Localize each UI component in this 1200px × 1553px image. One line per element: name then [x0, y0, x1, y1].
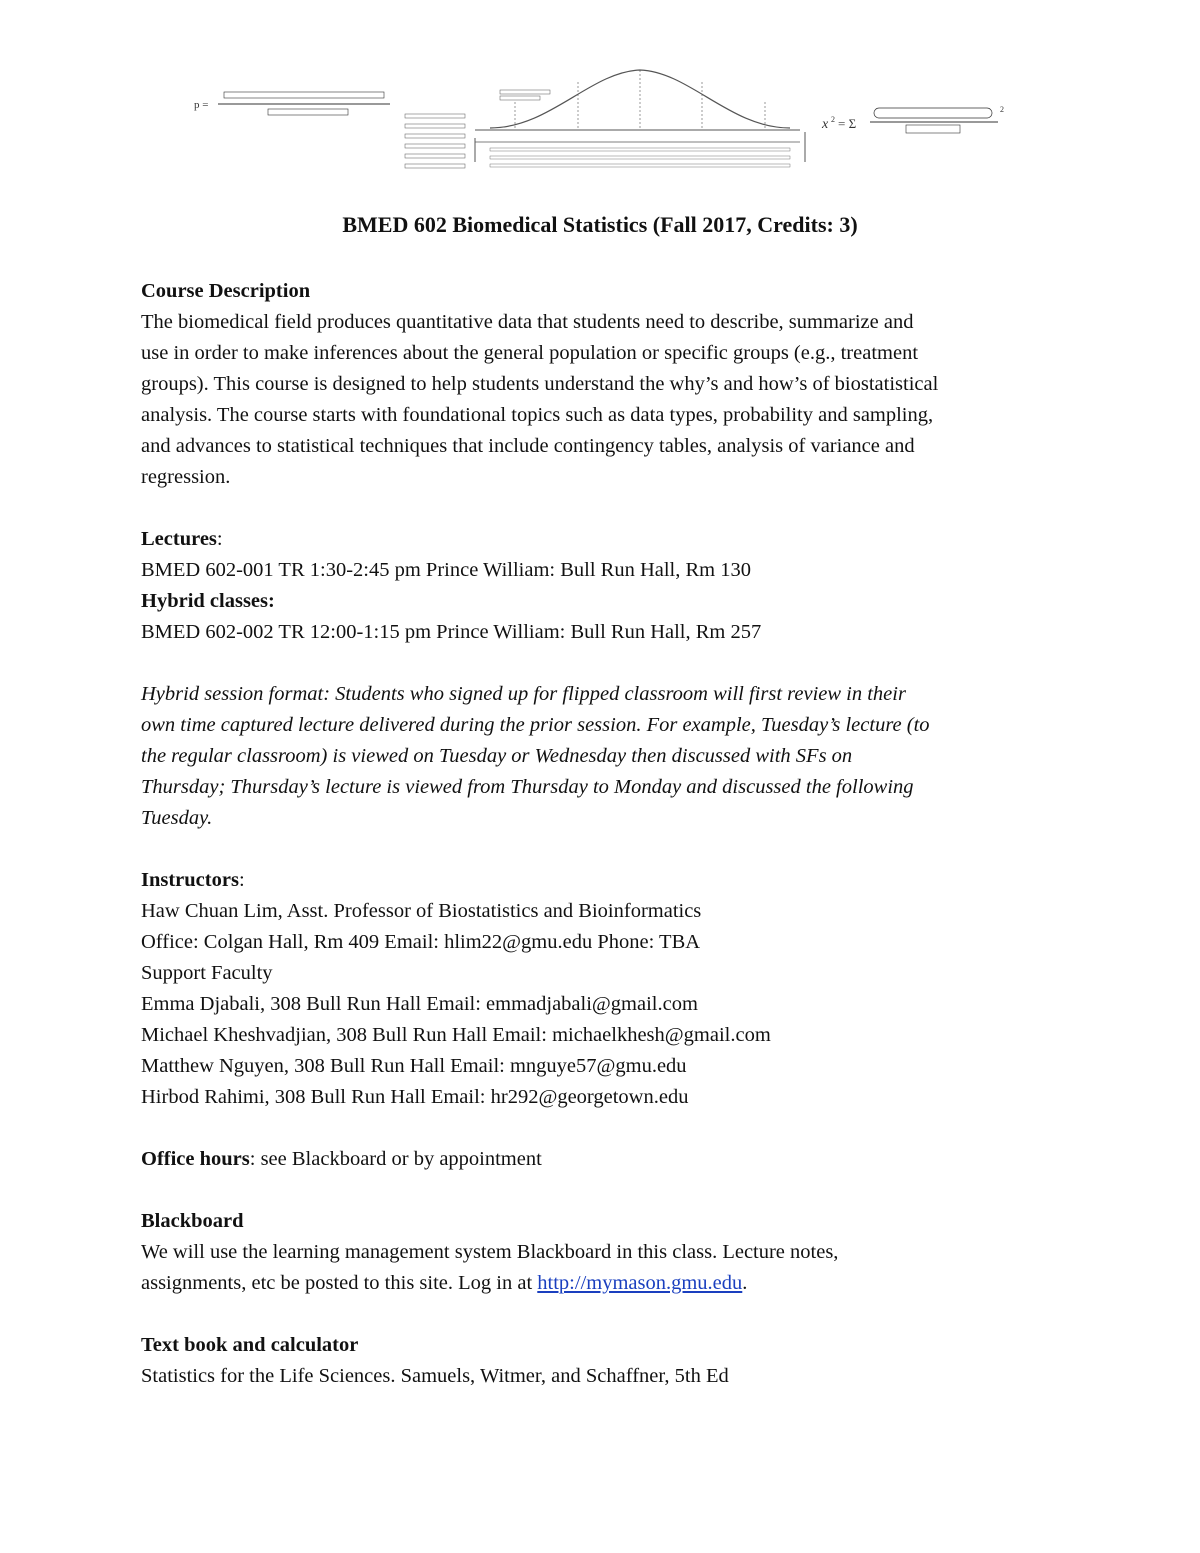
textbook-section [141, 1330, 1071, 1392]
instructor-line: Emma Djabali, 308 Bull Run Hall Email: emmadjabali@gmail.com [141, 993, 698, 1015]
fisher-formula-icon [194, 92, 390, 115]
course-description-line: use in order to make inferences about the general population or specific groups (e.g., treatment [141, 342, 919, 364]
hybrid-format-line: Thursday; Thursday’s lecture is viewed from Thursday to Monday and discussed the following [141, 776, 914, 798]
course-description-line: The biomedical field produces quantitative data that students need to describe, summarize and [141, 311, 914, 333]
mymason-link[interactable]: http://mymason.gmu.edu [537, 1272, 743, 1294]
instructor-line: Matthew Nguyen, 308 Bull Run Hall Email: mnguye57@gmu.edu [141, 1055, 687, 1077]
blackboard-line-suffix: . [742, 1272, 748, 1294]
hybrid-format-line: the regular classroom) is viewed on Tuesday or Wednesday then discussed with SFs on [141, 745, 853, 767]
instructor-line: Office: Colgan Hall, Rm 409 Email: hlim22@gmu.edu Phone: TBA [141, 931, 701, 953]
lectures-schedule: BMED 602-001 TR 1:30-2:45 pm Prince William: Bull Run Hall, Rm 130 [141, 559, 751, 581]
hybrid-schedule: BMED 602-002 TR 12:00-1:15 pm Prince William: Bull Run Hall, Rm 257 [141, 621, 762, 643]
svg-text:p =: p = [194, 99, 209, 111]
svg-text:= Σ: = Σ [838, 116, 857, 131]
hybrid-heading: Hybrid classes: [141, 590, 275, 612]
hybrid-format-line: Tuesday. [141, 807, 213, 829]
blackboard-heading: Blackboard [141, 1210, 244, 1232]
office-hours-heading: Office hours [141, 1148, 250, 1170]
lectures-heading: Lectures [141, 528, 217, 550]
chi-square-formula-icon [821, 105, 1004, 133]
hybrid-format-line: own time captured lecture delivered during the prior session. For example, Tuesday’s lecture (to [141, 714, 930, 736]
course-description-line: analysis. The course starts with foundational topics such as data types, probability and sampling, [141, 404, 934, 426]
hybrid-format-section [141, 679, 1071, 834]
blackboard-section [141, 1206, 1071, 1299]
syllabus-body [141, 276, 1071, 1392]
textbook-heading: Text book and calculator [141, 1334, 359, 1356]
instructors-heading: Instructors [141, 869, 239, 891]
instructors-colon: : [238, 869, 245, 891]
hybrid-format-line: Hybrid session format: Students who signed up for flipped classroom will first review in their [141, 683, 906, 705]
page-title: BMED 602 Biomedical Statistics (Fall 2017, Credits: 3) [342, 212, 858, 237]
svg-text:2: 2 [831, 115, 835, 124]
course-description-line: regression. [141, 466, 231, 488]
course-description-heading: Course Description [141, 280, 311, 302]
instructor-line: Haw Chuan Lim, Asst. Professor of Biostatistics and Bioinformatics [141, 900, 702, 922]
svg-text:2: 2 [1000, 105, 1004, 114]
statistics-banner-image [190, 62, 1020, 182]
instructors-section [141, 865, 1071, 1113]
instructor-line: Hirbod Rahimi, 308 Bull Run Hall Email: hr292@georgetown.edu [141, 1086, 689, 1108]
textbook-line: Statistics for the Life Sciences. Samuels, Witmer, and Schaffner, 5th Ed [141, 1365, 729, 1387]
course-description-line: groups). This course is designed to help students understand the why’s and how’s of biostatistical [141, 373, 939, 395]
office-hours-section [141, 1144, 1071, 1175]
instructor-line: Michael Kheshvadjian, 308 Bull Run Hall Email: michaelkhesh@gmail.com [141, 1024, 771, 1046]
course-description-section [141, 276, 1071, 493]
instructor-line: Support Faculty [141, 962, 273, 984]
blackboard-line-prefix: assignments, etc be posted to this site. Log in at [141, 1272, 538, 1294]
svg-text:x: x [822, 117, 829, 132]
course-description-line: and advances to statistical techniques that include contingency tables, analysis of variance and [141, 435, 915, 457]
normal-curve-icon [405, 70, 805, 168]
lectures-colon: : [216, 528, 223, 550]
blackboard-line: We will use the learning management system Blackboard in this class. Lecture notes, [141, 1241, 839, 1263]
lectures-section [141, 524, 1071, 648]
office-hours-text: : see Blackboard or by appointment [249, 1148, 542, 1170]
